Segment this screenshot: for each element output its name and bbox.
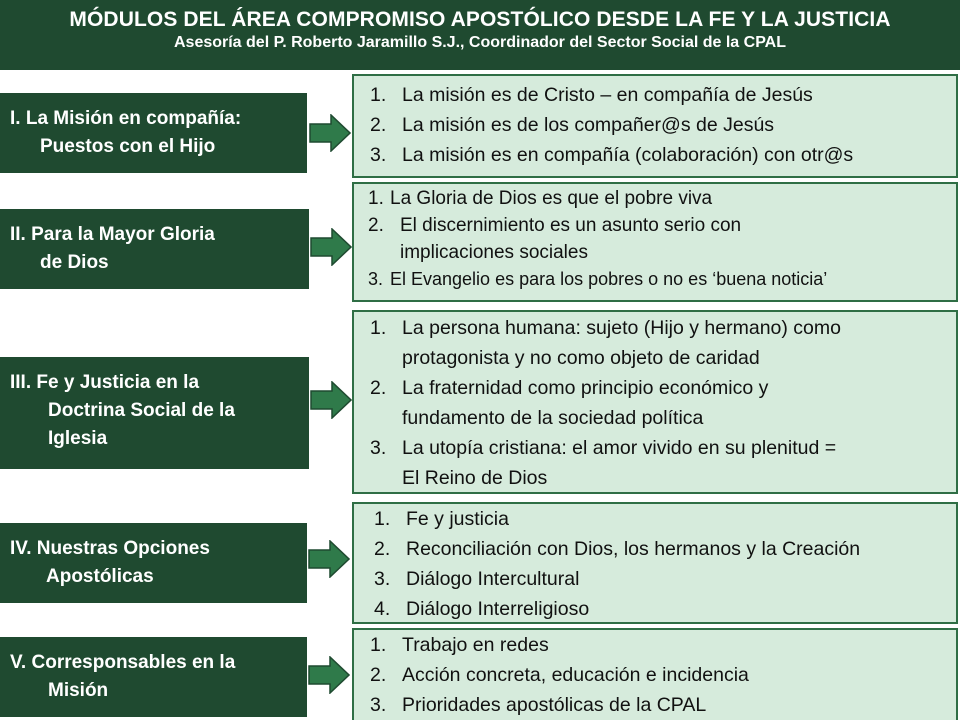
module-5-label — [0, 637, 307, 717]
module-3-line3: Iglesia — [48, 428, 108, 449]
page-title: MÓDULOS DEL ÁREA COMPROMISO APOSTÓLICO DESDE LA FE Y LA JUSTICIA — [69, 8, 891, 31]
module-5-line2: Misión — [48, 680, 109, 701]
module-3-items — [352, 310, 958, 494]
module-3-line2: Doctrina Social de la — [48, 400, 235, 421]
list-item: 1. Fe y justicia — [374, 508, 509, 530]
module-2-items — [352, 182, 958, 302]
list-item: 3. El Evangelio es para los pobres o no es ‘buena noticia’ — [368, 269, 828, 289]
list-item: 2. Reconciliación con Dios, los hermanos y la Creación — [374, 538, 861, 560]
arrow-right-icon — [310, 381, 352, 419]
arrow-right-icon — [309, 114, 351, 152]
arrow-right-icon — [310, 228, 352, 266]
list-item: 2. Acción concreta, educación e incidencia — [370, 664, 749, 686]
list-item: protagonista y no como objeto de caridad — [402, 347, 760, 369]
list-item: 1. La persona humana: sujeto (Hijo y hermano) como — [370, 317, 841, 339]
list-item: 1. La Gloria de Dios es que el pobre viva — [368, 188, 713, 209]
module-1-items — [352, 74, 958, 178]
list-item: 3. La misión es en compañía (colaboración) con otr@s — [370, 144, 854, 166]
module-1-label — [0, 93, 307, 173]
page-subtitle: Asesoría del P. Roberto Jaramillo S.J., Coordinador del Sector Social de la CPAL — [173, 34, 787, 51]
list-item: 1. Trabajo en redes — [370, 634, 549, 656]
list-item: 2. La misión es de los compañer@s de Jesús — [370, 114, 775, 136]
module-5-line1: V. Corresponsables en la — [10, 652, 236, 673]
list-item: 2. El discernimiento es un asunto serio con — [368, 215, 742, 236]
list-item: 4. Diálogo Interreligioso — [374, 598, 590, 620]
module-2-label — [0, 209, 309, 289]
module-2-line1: II. Para la Mayor Gloria — [10, 224, 215, 245]
list-item: El Reino de Dios — [402, 467, 548, 489]
module-1-line2: Puestos con el Hijo — [40, 136, 216, 157]
list-item: 2. La fraternidad como principio económico y — [370, 377, 769, 399]
arrow-right-icon — [308, 540, 350, 578]
module-4-items — [352, 502, 958, 624]
header-banner — [0, 0, 960, 70]
arrow-right-icon — [308, 656, 350, 694]
module-4-line1: IV. Nuestras Opciones — [10, 538, 210, 559]
list-item: 3. Diálogo Intercultural — [374, 568, 580, 590]
module-4-line2: Apostólicas — [46, 566, 154, 587]
list-item: fundamento de la sociedad política — [402, 407, 704, 429]
module-1-line1: I. La Misión en compañía: — [10, 108, 242, 129]
list-item: 1. La misión es de Cristo – en compañía de Jesús — [370, 84, 813, 106]
list-item: 3. Prioridades apostólicas de la CPAL — [370, 694, 707, 716]
module-5-items — [352, 628, 958, 720]
module-3-line1: III. Fe y Justicia en la — [10, 372, 200, 393]
list-item: implicaciones sociales — [400, 242, 588, 263]
module-4-label — [0, 523, 307, 603]
module-2-line2: de Dios — [40, 252, 109, 273]
list-item: 3. La utopía cristiana: el amor vivido en su plenitud = — [370, 437, 837, 459]
module-3-label — [0, 357, 309, 469]
